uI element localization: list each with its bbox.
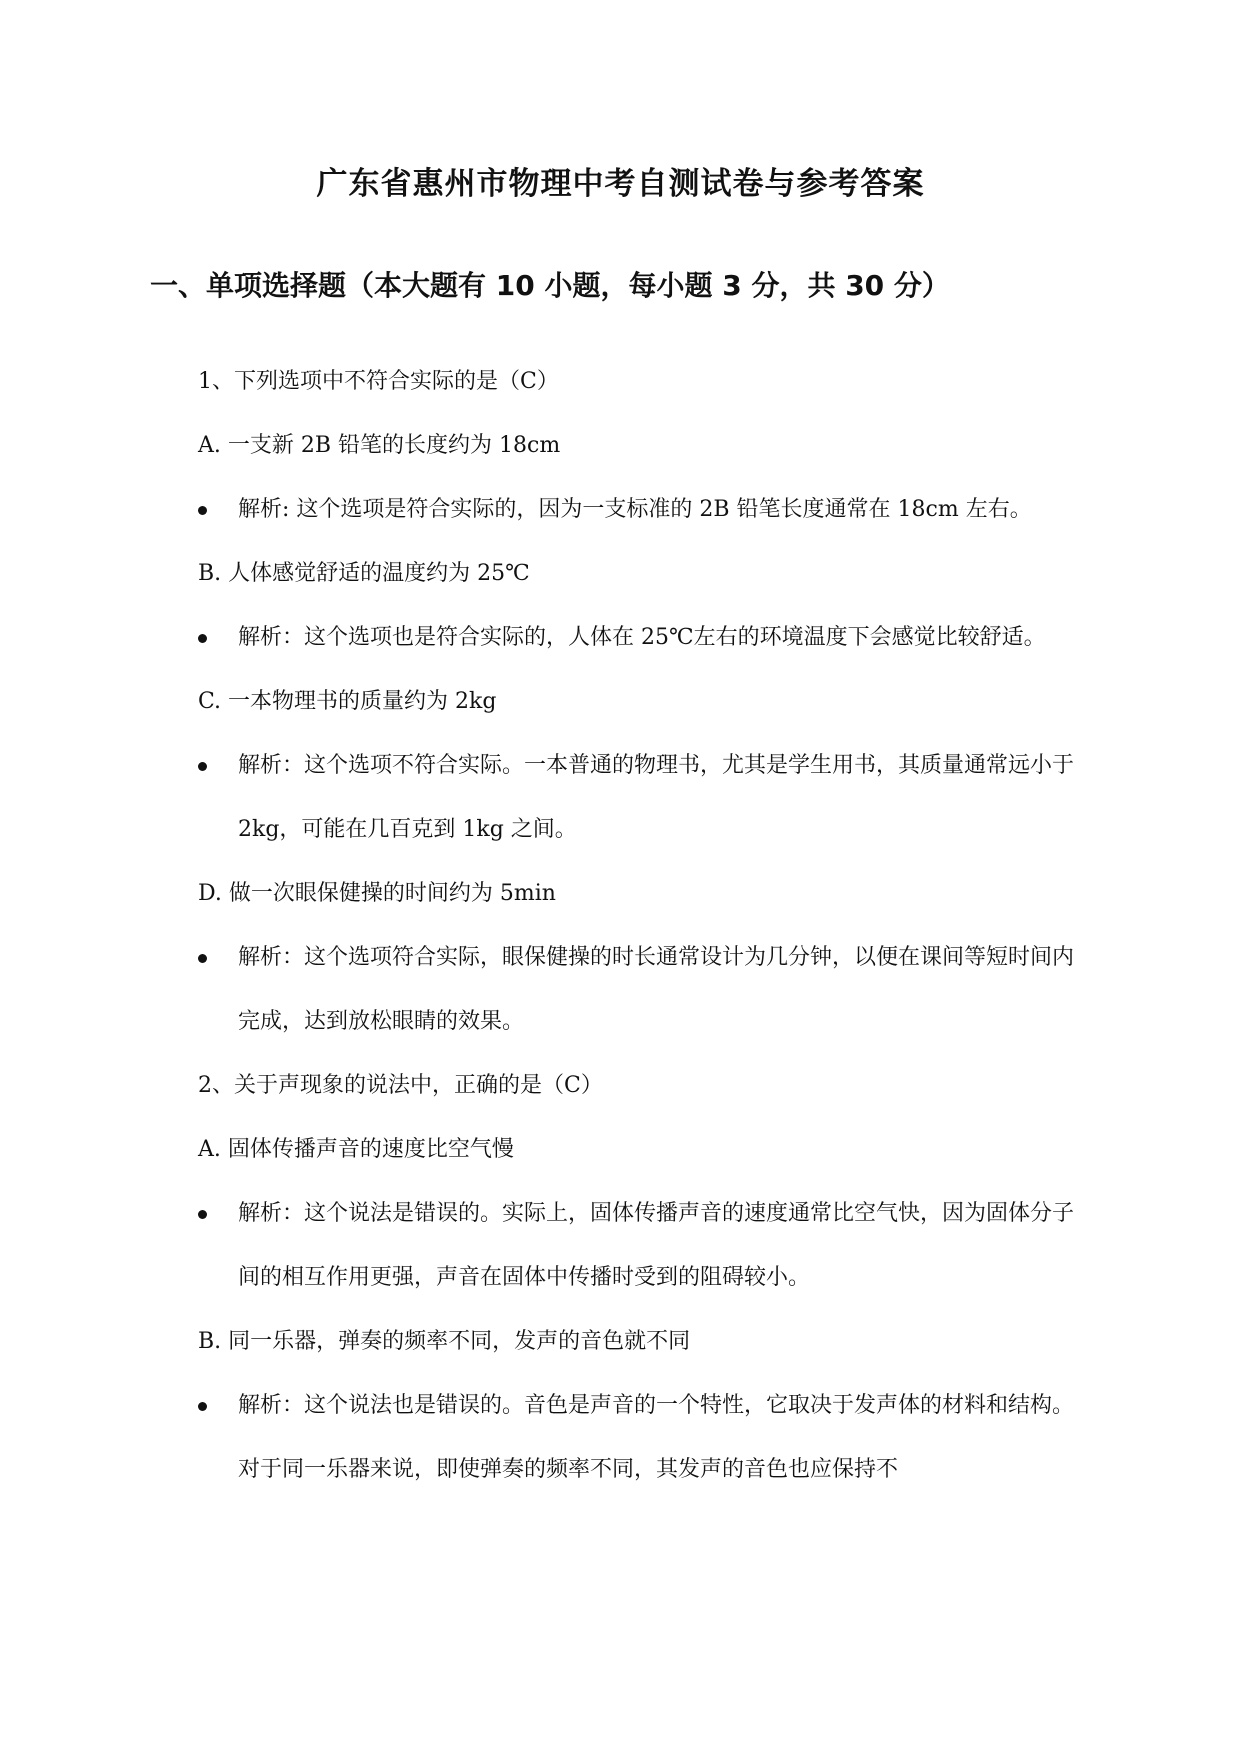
bullet-icon [198, 506, 207, 515]
bullet-icon [198, 634, 207, 643]
analysis-text: 解析：这个选项也是符合实际的，人体在 25℃左右的环境温度下会感觉比较舒适。 [238, 625, 1046, 650]
analysis-text: 解析: 这个选项是符合实际的，因为一支标准的 2B 铅笔长度通常在 18cm 左右。 [238, 497, 1032, 522]
bullet-icon [198, 1210, 207, 1219]
analysis-item [198, 1374, 1088, 1502]
analysis-item [198, 1182, 1088, 1310]
analysis-text: 解析：这个选项符合实际，眼保健操的时长通常设计为几分钟，以便在课间等短时间内完成，达到放松眼睛的效果。 [238, 945, 1075, 1034]
analysis-item [198, 926, 1088, 1054]
analysis-item [198, 606, 1088, 670]
question-stem: 1、下列选项中不符合实际的是（C） [198, 369, 559, 394]
analysis-text: 解析：这个说法是错误的。实际上，固体传播声音的速度通常比空气快，因为固体分子间的相互作用更强，声音在固体中传播时受到的阻碍较小。 [238, 1201, 1075, 1290]
option-text: B. 同一乐器，弹奏的频率不同，发声的音色就不同 [198, 1329, 691, 1354]
analysis-item [198, 478, 1088, 542]
document-title: 广东省惠州市物理中考自测试卷与参考答案 [316, 166, 925, 202]
option-text: A. 一支新 2B 铅笔的长度约为 18cm [198, 433, 561, 458]
analysis-text: 解析：这个选项不符合实际。一本普通的物理书，尤其是学生用书，其质量通常远小于 2kg，可能在几百克到 1kg 之间。 [238, 753, 1075, 842]
option-text: D. 做一次眼保健操的时间约为 5min [198, 881, 556, 906]
question-list [198, 350, 1088, 1502]
analysis-text: 解析：这个说法也是错误的。音色是声音的一个特性，它取决于发声体的材料和结构。对于同一乐器来说，即使弹奏的频率不同，其发声的音色也应保持不 [238, 1393, 1075, 1482]
question-stem: 2、关于声现象的说法中，正确的是（C） [198, 1073, 603, 1098]
option-text: B. 人体感觉舒适的温度约为 25℃ [198, 561, 530, 586]
bullet-icon [198, 954, 207, 963]
option-text: A. 固体传播声音的速度比空气慢 [198, 1137, 514, 1162]
option-text: C. 一本物理书的质量约为 2kg [198, 689, 497, 714]
bullet-icon [198, 1402, 207, 1411]
section-heading: 一、单项选择题（本大题有 10 小题，每小题 3 分，共 30 分） [150, 269, 950, 302]
analysis-item [198, 734, 1088, 862]
bullet-icon [198, 762, 207, 771]
